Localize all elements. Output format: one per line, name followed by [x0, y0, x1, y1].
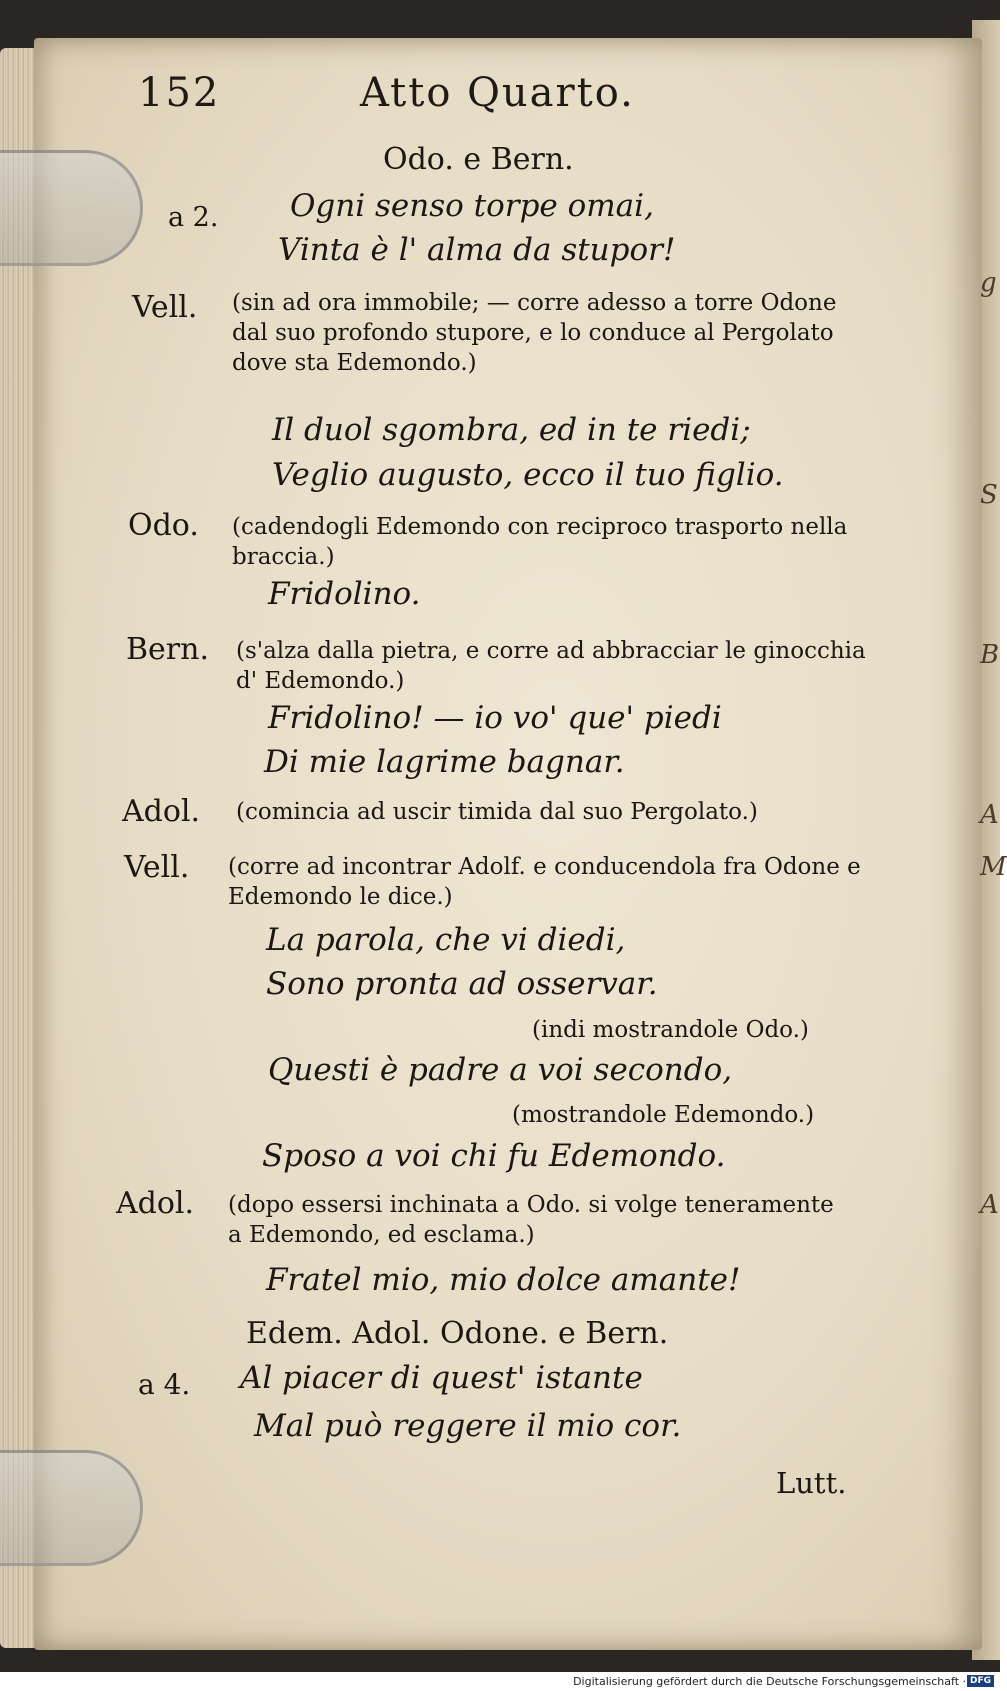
verse-line: Vinta è l' alma da stupor!	[278, 232, 676, 268]
verse-line: Mal può reggere il mio cor.	[254, 1408, 682, 1444]
next-page-glyph: M	[980, 852, 1007, 882]
funding-credit: Digitalisierung gefördert durch die Deutsche Forschungsgemeinschaft ·	[573, 1675, 966, 1688]
next-page-glyph: S	[980, 480, 998, 510]
stage-direction: (cadendogli Edemondo con reciproco trasporto nella braccia.)	[232, 514, 848, 570]
digitization-footer	[0, 1672, 1000, 1691]
speaker-label: a 2.	[168, 202, 219, 233]
verse-line: La parola, che vi diedi,	[266, 922, 626, 958]
stage-direction: (indi mostrandole Odo.)	[532, 1017, 809, 1043]
speaker-label: Adol.	[122, 794, 201, 829]
verse-line: Questi è padre a voi secondo,	[268, 1052, 733, 1088]
next-page-glyph: A	[980, 800, 999, 830]
catchword: Lutt.	[776, 1466, 847, 1500]
stage-direction: (corre ad incontrar Adolf. e conducendola fra Odone e Edemondo le dice.)	[228, 854, 861, 910]
stage-direction: (sin ad ora immobile; — corre adesso a torre Odone dal suo profondo stupore, e lo conduce al Pergolato dove sta Edemondo.)	[232, 290, 837, 376]
verse-line: Sono pronta ad osservar.	[266, 966, 658, 1002]
verse-line: Sposo a voi chi fu Edemondo.	[262, 1138, 726, 1174]
verse-line: Veglio augusto, ecco il tuo figlio.	[272, 457, 784, 493]
verse-line: Fridolino! — io vo' que' piedi	[268, 700, 722, 736]
speaker-label: a 4.	[138, 1368, 191, 1401]
verse-line: Al piacer di quest' istante	[240, 1360, 643, 1396]
stage-direction: (mostrandole Edemondo.)	[512, 1102, 815, 1128]
page-number: 152	[138, 70, 221, 116]
stage-direction: (dopo essersi inchinata a Odo. si volge teneramente a Edemondo, ed esclama.)	[228, 1192, 834, 1248]
speaker-label: Vell.	[124, 850, 190, 885]
dfg-logo: DFG	[967, 1675, 994, 1687]
verse-line: Fridolino.	[268, 576, 421, 612]
verse-line: Di mie lagrime bagnar.	[264, 744, 625, 780]
page-clip-bottom	[0, 1450, 143, 1566]
page-clip-top	[0, 150, 143, 266]
next-page-glyph: A	[980, 1190, 999, 1220]
verse-line: Ogni senso torpe omai,	[290, 188, 654, 224]
speaker-label: Adol.	[116, 1186, 195, 1221]
verse-line: Il duol sgombra, ed in te riedi;	[272, 412, 751, 448]
stage-direction: (s'alza dalla pietra, e corre ad abbracciar le ginocchia d' Edemondo.)	[236, 638, 866, 694]
next-page-glyph: B	[980, 640, 1000, 670]
speaker-heading: Edem. Adol. Odone. e Bern.	[246, 1316, 669, 1351]
speaker-label: Vell.	[132, 290, 198, 325]
next-page-glyph: g	[980, 268, 997, 298]
verse-line: Fratel mio, mio dolce amante!	[266, 1262, 741, 1298]
speaker-label: Bern.	[126, 632, 209, 667]
running-title: Atto Quarto.	[360, 70, 635, 116]
speaker-label: Odo.	[128, 508, 199, 543]
speaker-heading: Odo. e Bern.	[383, 142, 574, 177]
stage-direction: (comincia ad uscir timida dal suo Pergolato.)	[236, 799, 758, 825]
